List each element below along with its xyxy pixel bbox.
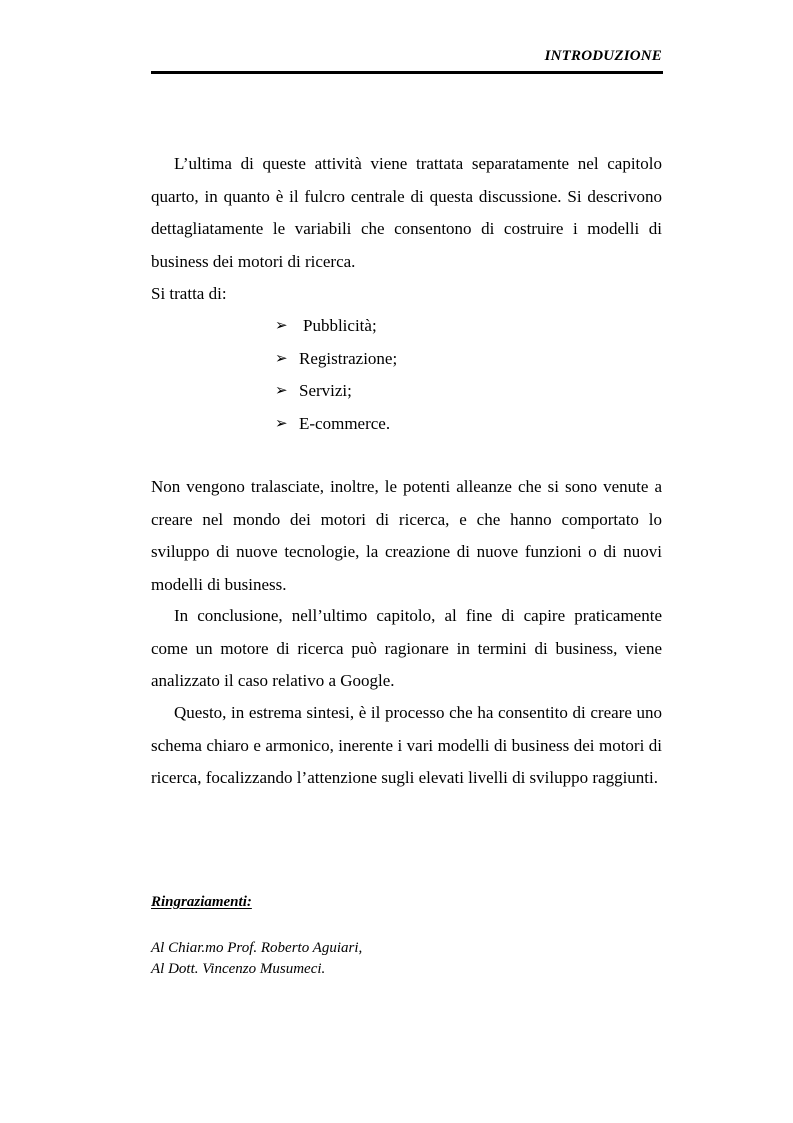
acknowledgements-title: Ringraziamenti: [151,894,252,910]
acknowledgement-line: Al Chiar.mo Prof. Roberto Aguiari, [151,940,363,956]
list-item-label: Registrazione; [299,348,398,368]
list-item-label: Pubblicità; [303,316,377,335]
header-rule [151,71,663,74]
list-item [275,375,397,408]
arrow-bullet-icon: ➢ [275,350,288,367]
arrow-bullet-icon: ➢ [275,318,288,334]
paragraph-conclusion: In conclusione, nell’ultimo capitolo, al fine di capire praticamente come un motore di ricerca può ragionare in termini di business, viene analizzato il caso relativo a Google. [151,606,662,690]
list-item [275,310,397,343]
list-item-label: Servizi; [299,381,352,400]
running-header-title: INTRODUZIONE [544,48,662,64]
arrow-bullet-icon: ➢ [275,415,288,432]
acknowledgement-line: Al Dott. Vincenzo Musumeci. [151,961,326,977]
list-item [275,408,397,441]
bullet-list [275,310,397,440]
acknowledgements-list [151,938,362,980]
arrow-bullet-icon: ➢ [275,383,288,399]
list-item [275,343,397,376]
paragraph-alliances: Non vengono tralasciate, inoltre, le potenti alleanze che si sono venute a creare nel mondo dei motori di ricerca, e che hanno comportato lo sviluppo di nuove tecnologie, la creazione di nuove funzioni o di nuovi modelli di business. [151,477,662,594]
list-item-label: E-commerce. [299,413,391,433]
paragraph-chapter-four: L’ultima di queste attività viene trattata separatamente nel capitolo quarto, in quanto è il fulcro centrale di questa discussione. Si descrivono dettagliatamente le variabili che consentono di costruire i modelli di business dei motori di ricerca. [151,154,662,271]
list-intro: Si tratta di: [151,284,227,303]
paragraph-summary: Questo, in estrema sintesi, è il processo che ha consentito di creare uno schema chiaro e armonico, inerente i vari modelli di business dei motori di ricerca, focalizzando l’attenzione sugli elevati livelli di sviluppo raggiunti. [151,703,662,787]
